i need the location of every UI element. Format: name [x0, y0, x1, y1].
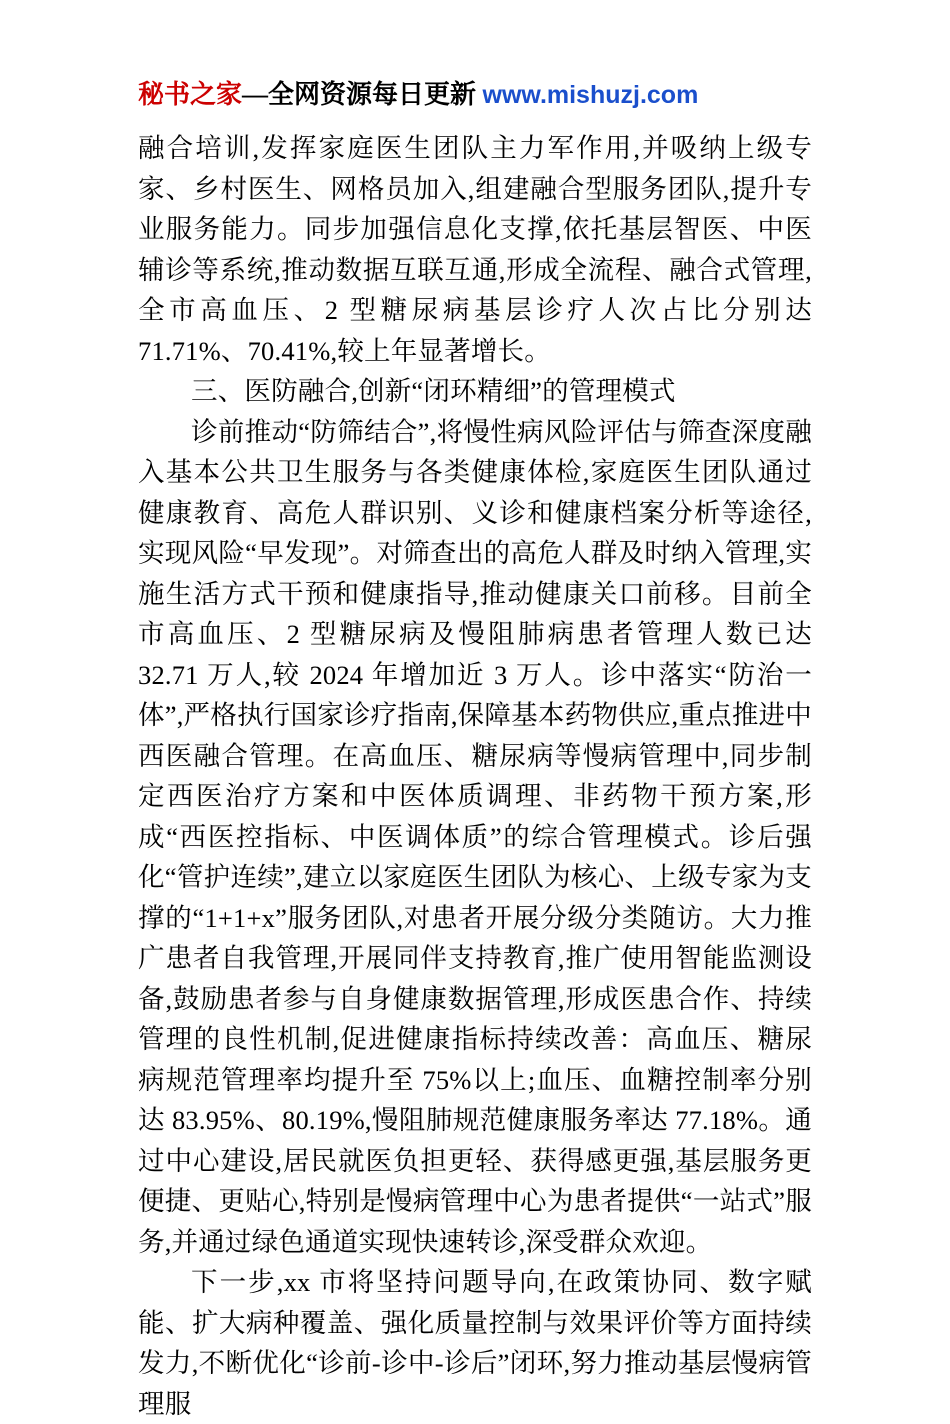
- heading-section-three: 三、医防融合,创新“闭环精细”的管理模式: [191, 376, 676, 406]
- watermark-separator: —全网资源每日更新: [242, 80, 477, 109]
- paragraph-continued: 融合培训,发挥家庭医生团队主力军作用,并吸纳上级专家、乡村医生、网格员加入,组建融合型服务团队,提升专业服务能力。同步加强信息化支撑,依托基层智医、中医辅诊等系统,推动数据互联互通,形成全流程、融合式管理,全市高血压、2 型糖尿病基层诊疗人次占比分别达 71.71%、70.41%,较上年显著增长。: [138, 133, 812, 366]
- watermark-brand: 秘书之家: [138, 80, 243, 109]
- paragraph-next-step: 下一步,xx 市将坚持问题导向,在政策协同、数字赋能、扩大病种覆盖、强化质量控制与效果评价等方面持续发力,不断优化“诊前-诊中-诊后”闭环,努力推动基层慢病管理服: [138, 1267, 812, 1419]
- watermark-banner: [138, 0, 812, 112]
- watermark-url: www.mishuzj.com: [482, 81, 699, 109]
- paragraph-closed-loop: 诊前推动“防筛结合”,将慢性病风险评估与筛查深度融入基本公共卫生服务与各类健康体检,家庭医生团队通过健康教育、高危人群识别、义诊和健康档案分析等途径,实现风险“早发现”。对筛查出的高危人群及时纳入管理,实施生活方式干预和健康指导,推动健康关口前移。目前全市高血压、2 型糖尿病及慢阻肺病患者管理人数已达 32.71 万人,较 2024 年增加近 3 万人。诊中落实“防治一体”,严格执行国家诊疗指南,保障基本药物供应,重点推进中西医融合管理。在高血压、糖尿病等慢病管理中,同步制定西医治疗方案和中医体质调理、非药物干预方案,形成“西医控指标、中医调体质”的综合管理模式。诊后强化“管护连续”,建立以家庭医生团队为核心、上级专家为支撑的“1+1+x”服务团队,对患者开展分级分类随访。大力推广患者自我管理,开展同伴支持教育,推广使用智能监测设备,鼓励患者参与自身健康数据管理,形成医患合作、持续管理的良性机制,促进健康指标持续改善：高血压、糖尿病规范管理率均提升至 75%以上;血压、血糖控制率分别达 83.95%、80.19%,慢阻肺规范健康服务率达 77.18%。通过中心建设,居民就医负担更轻、获得感更强,基层服务更便捷、更贴心,特别是慢病管理中心为患者提供“一站式”服务,并通过绿色通道实现快速转诊,深受群众欢迎。: [138, 416, 812, 1257]
- document-body: [138, 128, 812, 1424]
